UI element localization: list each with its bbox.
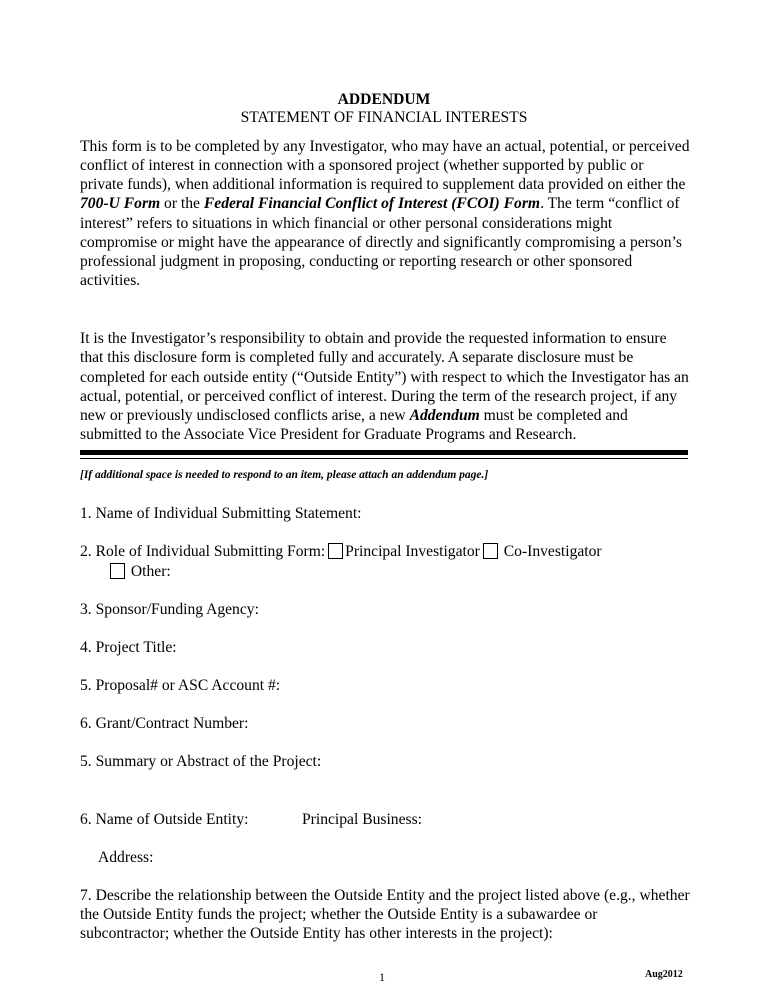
text-line: interest” refers to situations in which financial or other personal considerations might [80, 215, 613, 232]
field-role [80, 542, 602, 561]
text-line: conflict of interest in connection with a sponsored project (whether supported by public or [80, 157, 644, 174]
version-label: Aug2012 [645, 969, 683, 980]
text-line: submitted to the Associate Vice President for Graduate Programs and Research. [80, 426, 577, 443]
field-summary-label: 5. Summary or Abstract of the Project: [80, 753, 322, 770]
text-line: compromise or might have the appearance of directly and significantly compromising a person’s [80, 234, 682, 251]
option-label: Other: [127, 563, 171, 580]
divider-thick [80, 450, 688, 455]
field-relationship-label: 7. Describe the relationship between the Outside Entity and the project listed above (e.g., whether [80, 887, 690, 904]
page-number: 1 [379, 970, 385, 984]
space-note: [If additional space is needed to respond to an item, please attach an addendum page.] [80, 469, 489, 481]
field-role-other [110, 562, 171, 581]
divider-thin [80, 458, 688, 459]
text: . The term “conflict of [540, 195, 680, 212]
field-relationship-label: the Outside Entity funds the project; whether the Outside Entity is a subawardee or [80, 906, 598, 923]
checkbox-other[interactable] [110, 563, 125, 579]
text-line: private funds), when additional information is required to supplement data provided on either the [80, 176, 686, 193]
text-line [80, 194, 680, 213]
option-label: Principal Investigator [345, 543, 480, 560]
field-proposal-label: 5. Proposal# or ASC Account #: [80, 677, 281, 694]
field-grant-label: 6. Grant/Contract Number: [80, 715, 249, 732]
field-entity-label: 6. Name of Outside Entity: [80, 811, 249, 828]
text-line: This form is to be completed by any Investigator, who may have an actual, potential, or perceived [80, 138, 690, 155]
text: must be completed and [479, 407, 628, 424]
form-name: 700-U Form [80, 195, 161, 212]
field-role-label: 2. Role of Individual Submitting Form: [80, 543, 326, 560]
document-title: ADDENDUM [337, 91, 431, 108]
field-address-label: Address: [98, 849, 154, 866]
text-line: activities. [80, 272, 141, 289]
field-name-label: 1. Name of Individual Submitting Statement: [80, 505, 362, 522]
field-sponsor-label: 3. Sponsor/Funding Agency: [80, 601, 259, 618]
text: new or previously undisclosed conflicts arise, a new [80, 407, 410, 424]
text-line: professional judgment in proposing, conducting or reporting research or other sponsored [80, 253, 633, 270]
text-line: completed for each outside entity (“Outside Entity”) with respect to which the Investigator has an [80, 369, 689, 386]
text-line [80, 406, 628, 425]
field-relationship-label: subcontractor; whether the Outside Entity has other interests in the project): [80, 925, 553, 942]
option-label: Co-Investigator [499, 543, 602, 560]
form-name: Federal Financial Conflict of Interest (FCOI) Form [203, 195, 541, 212]
addendum-emphasis: Addendum [409, 407, 480, 424]
text-line: It is the Investigator’s responsibility to obtain and provide the requested information to ensure [80, 330, 667, 347]
text-line: that this disclosure form is completed fully and accurately. A separate disclosure must be [80, 349, 634, 366]
text-line: actual, potential, or perceived conflict of interest. During the term of the research project, if any [80, 388, 678, 405]
field-project-title-label: 4. Project Title: [80, 639, 177, 656]
field-business-label: Principal Business: [302, 811, 422, 828]
document-subtitle: STATEMENT OF FINANCIAL INTERESTS [240, 109, 528, 126]
checkbox-principal-investigator[interactable] [328, 543, 343, 559]
checkbox-co-investigator[interactable] [483, 543, 498, 559]
text: or the [160, 195, 204, 212]
